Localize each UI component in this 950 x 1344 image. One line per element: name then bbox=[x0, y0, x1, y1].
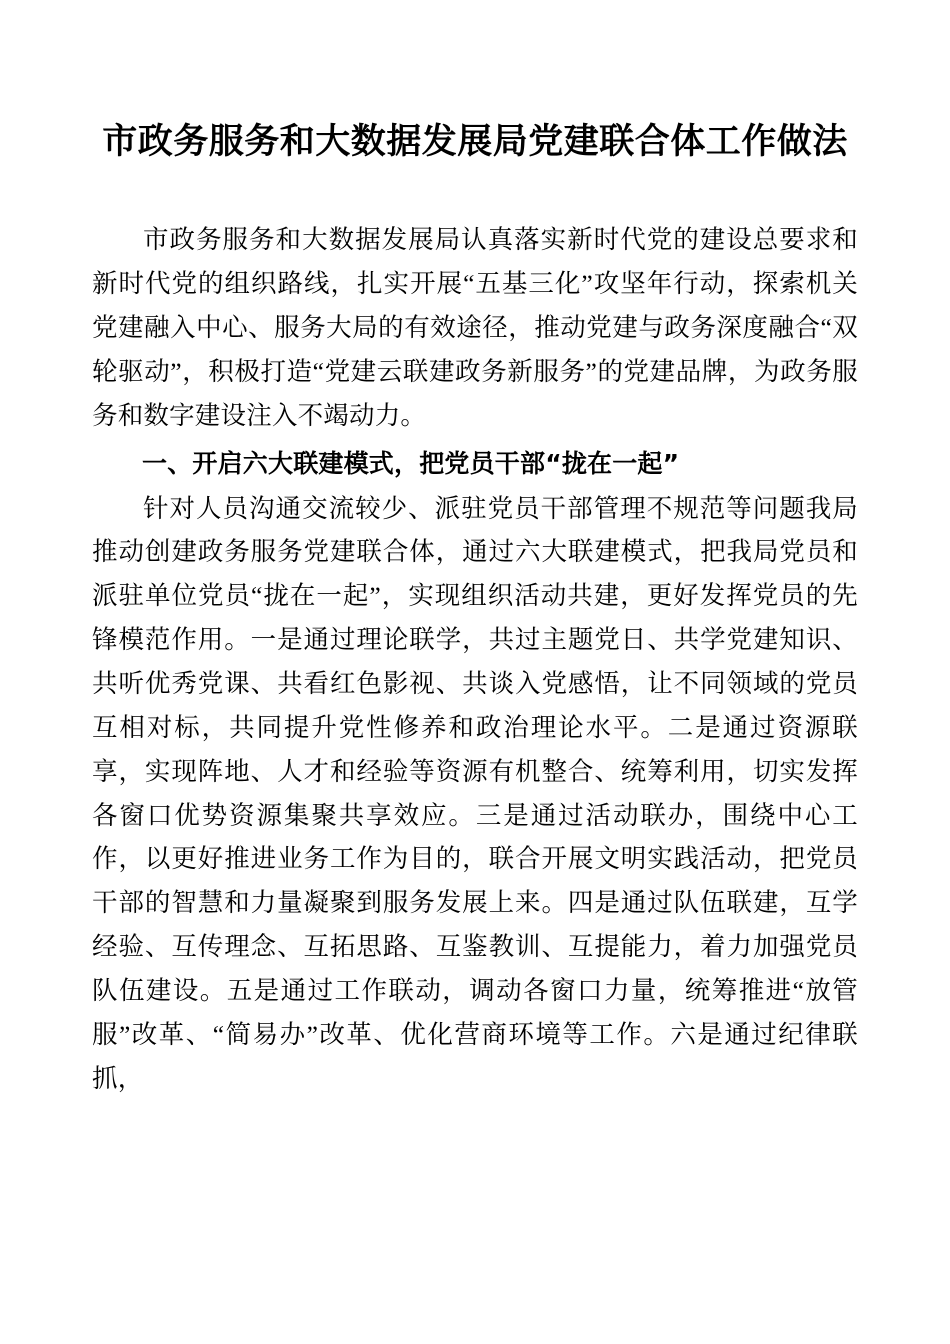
paragraph-section-1-body: 针对人员沟通交流较少、派驻党员干部管理不规范等问题我局推动创建政务服务党建联合体，通过六大联建模式，把我局党员和派驻单位党员“拢在一起”，实现组织活动共建，更好发挥党员的先锋模范作用。一是通过理论联学，共过主题党日、共学党建知识、共听优秀党课、共看红色影视、共谈入党感悟，让不同领域的党员互相对标，共同提升党性修养和政治理论水平。二是通过资源联享，实现阵地、人才和经验等资源有机整合、统筹利用，切实发挥各窗口优势资源集聚共享效应。三是通过活动联办，围绕中心工作，以更好推进业务工作为目的，联合开展文明实践活动，把党员干部的智慧和力量凝聚到服务发展上来。四是通过队伍联建，互学经验、互传理念、互拓思路、互鉴教训、互提能力，着力加强党员队伍建设。五是通过工作联动，调动各窗口力量，统筹推进“放管服”改革、“简易办”改革、优化营商环境等工作。六是通过纪律联抓， bbox=[92, 493, 858, 1093]
paragraph-intro: 市政务服务和大数据发展局认真落实新时代党的建设总要求和新时代党的组织路线，扎实开展“五基三化”攻坚年行动，探索机关党建融入中心、服务大局的有效途径，推动党建与政务深度融合“双轮驱动”，积极打造“党建云联建政务新服务”的党建品牌，为政务服务和数字建设注入不竭动力。 bbox=[92, 225, 858, 430]
section-heading-1: 一、开启六大联建模式，把党员干部“拢在一起” bbox=[142, 448, 680, 478]
page-title: 市政务服务和大数据发展局党建联合体工作做法 bbox=[102, 121, 848, 162]
document-body bbox=[92, 218, 858, 1100]
